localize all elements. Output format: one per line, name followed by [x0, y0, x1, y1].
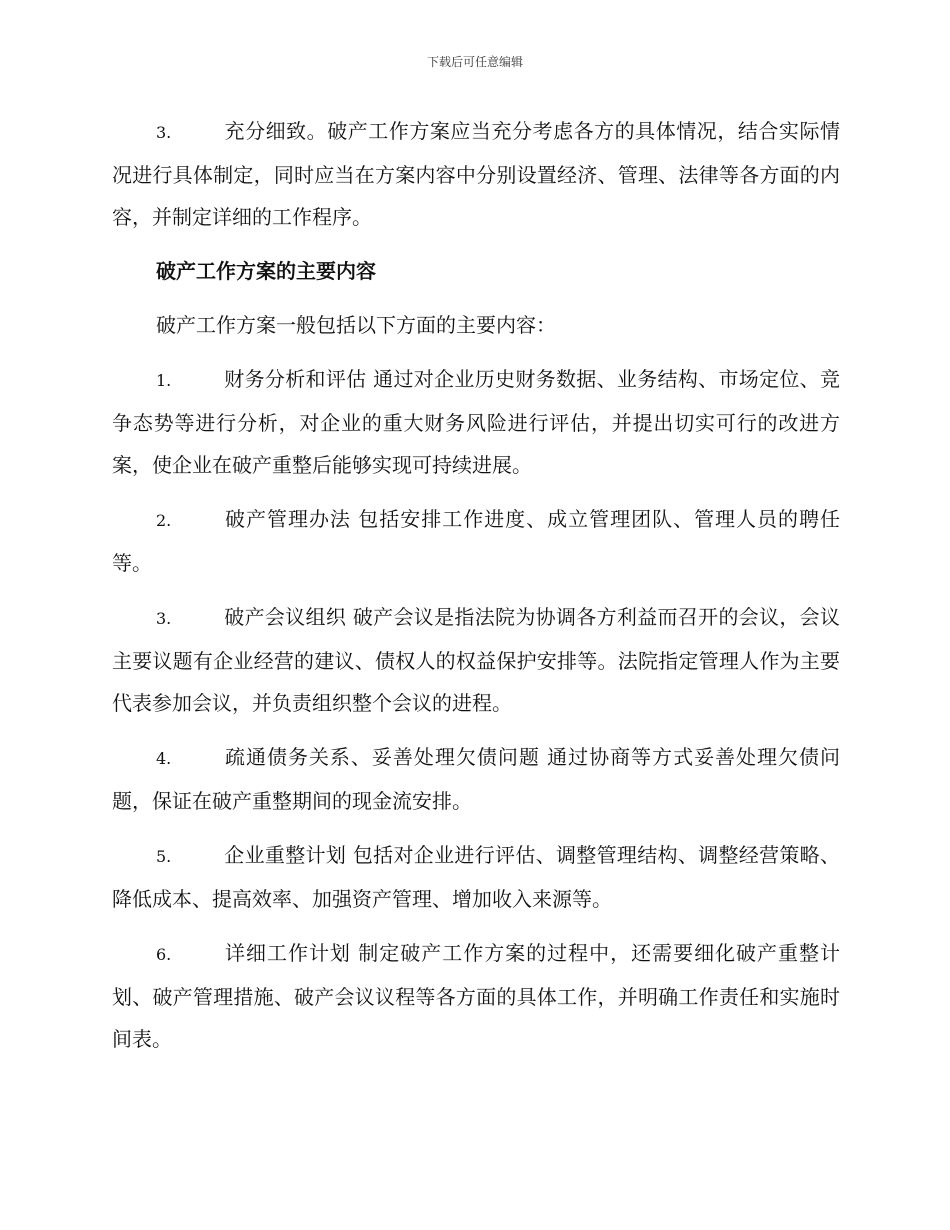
list-item-number: 6. [156, 945, 172, 964]
list-item-text: 充分细致。破产工作方案应当充分考虑各方的具体情况，结合实际情况进行具体制定，同时应当在方案内容中分别设置经济、管理、法律等各方面的内容，并制定详细的工作程序。 [112, 119, 840, 229]
list-item-top [112, 110, 840, 238]
list-item-text: 疏通债务关系、妥善处理欠债问题 通过协商等方式妥善处理欠债问题，保证在破产重整期间的现金流安排。 [112, 745, 840, 813]
list-item-text: 财务分析和评估 通过对企业历史财务数据、业务结构、市场定位、竞争态势等进行分析，对企业的重大财务风险进行评估，并提出切实可行的改进方案，使企业在破产重整后能够实现可持续进展。 [112, 367, 840, 477]
list-item-text: 详细工作计划 制定破产工作方案的过程中，还需要细化破产重整计划、破产管理措施、破产会议议程等各方面的具体工作，并明确工作责任和实施时间表。 [112, 941, 840, 1051]
list-item [112, 358, 840, 486]
list-item [112, 932, 840, 1060]
list-item-text: 破产会议组织 破产会议是指法院为协调各方利益而召开的会议，会议主要议题有企业经营的建议、债权人的权益保护安排等。法院指定管理人作为主要代表参加会议，并负责组织整个会议的进程。 [112, 605, 840, 715]
list-item-number: 3. [156, 123, 172, 142]
list-item-number: 1. [156, 371, 172, 390]
header-note: 下载后可任意编辑 [426, 55, 523, 69]
list-item [112, 834, 840, 920]
list-item-number: 2. [156, 511, 172, 530]
list-item [112, 736, 840, 822]
list-item-text: 企业重整计划 包括对企业进行评估、调整管理结构、调整经营策略、降低成本、提高效率、加强资产管理、增加收入来源等。 [112, 843, 840, 911]
list-item-text: 破产管理办法 包括安排工作进度、成立管理团队、管理人员的聘任等。 [112, 507, 840, 575]
document-body [112, 110, 840, 1072]
list-item [112, 498, 840, 584]
intro-paragraph: 破产工作方案一般包括以下方面的主要内容： [156, 313, 556, 337]
list-item [112, 596, 840, 724]
section-heading: 破产工作方案的主要内容 [156, 259, 376, 283]
list-item-number: 4. [156, 749, 172, 768]
list-item-number: 3. [156, 609, 172, 628]
list-item-number: 5. [156, 847, 172, 866]
